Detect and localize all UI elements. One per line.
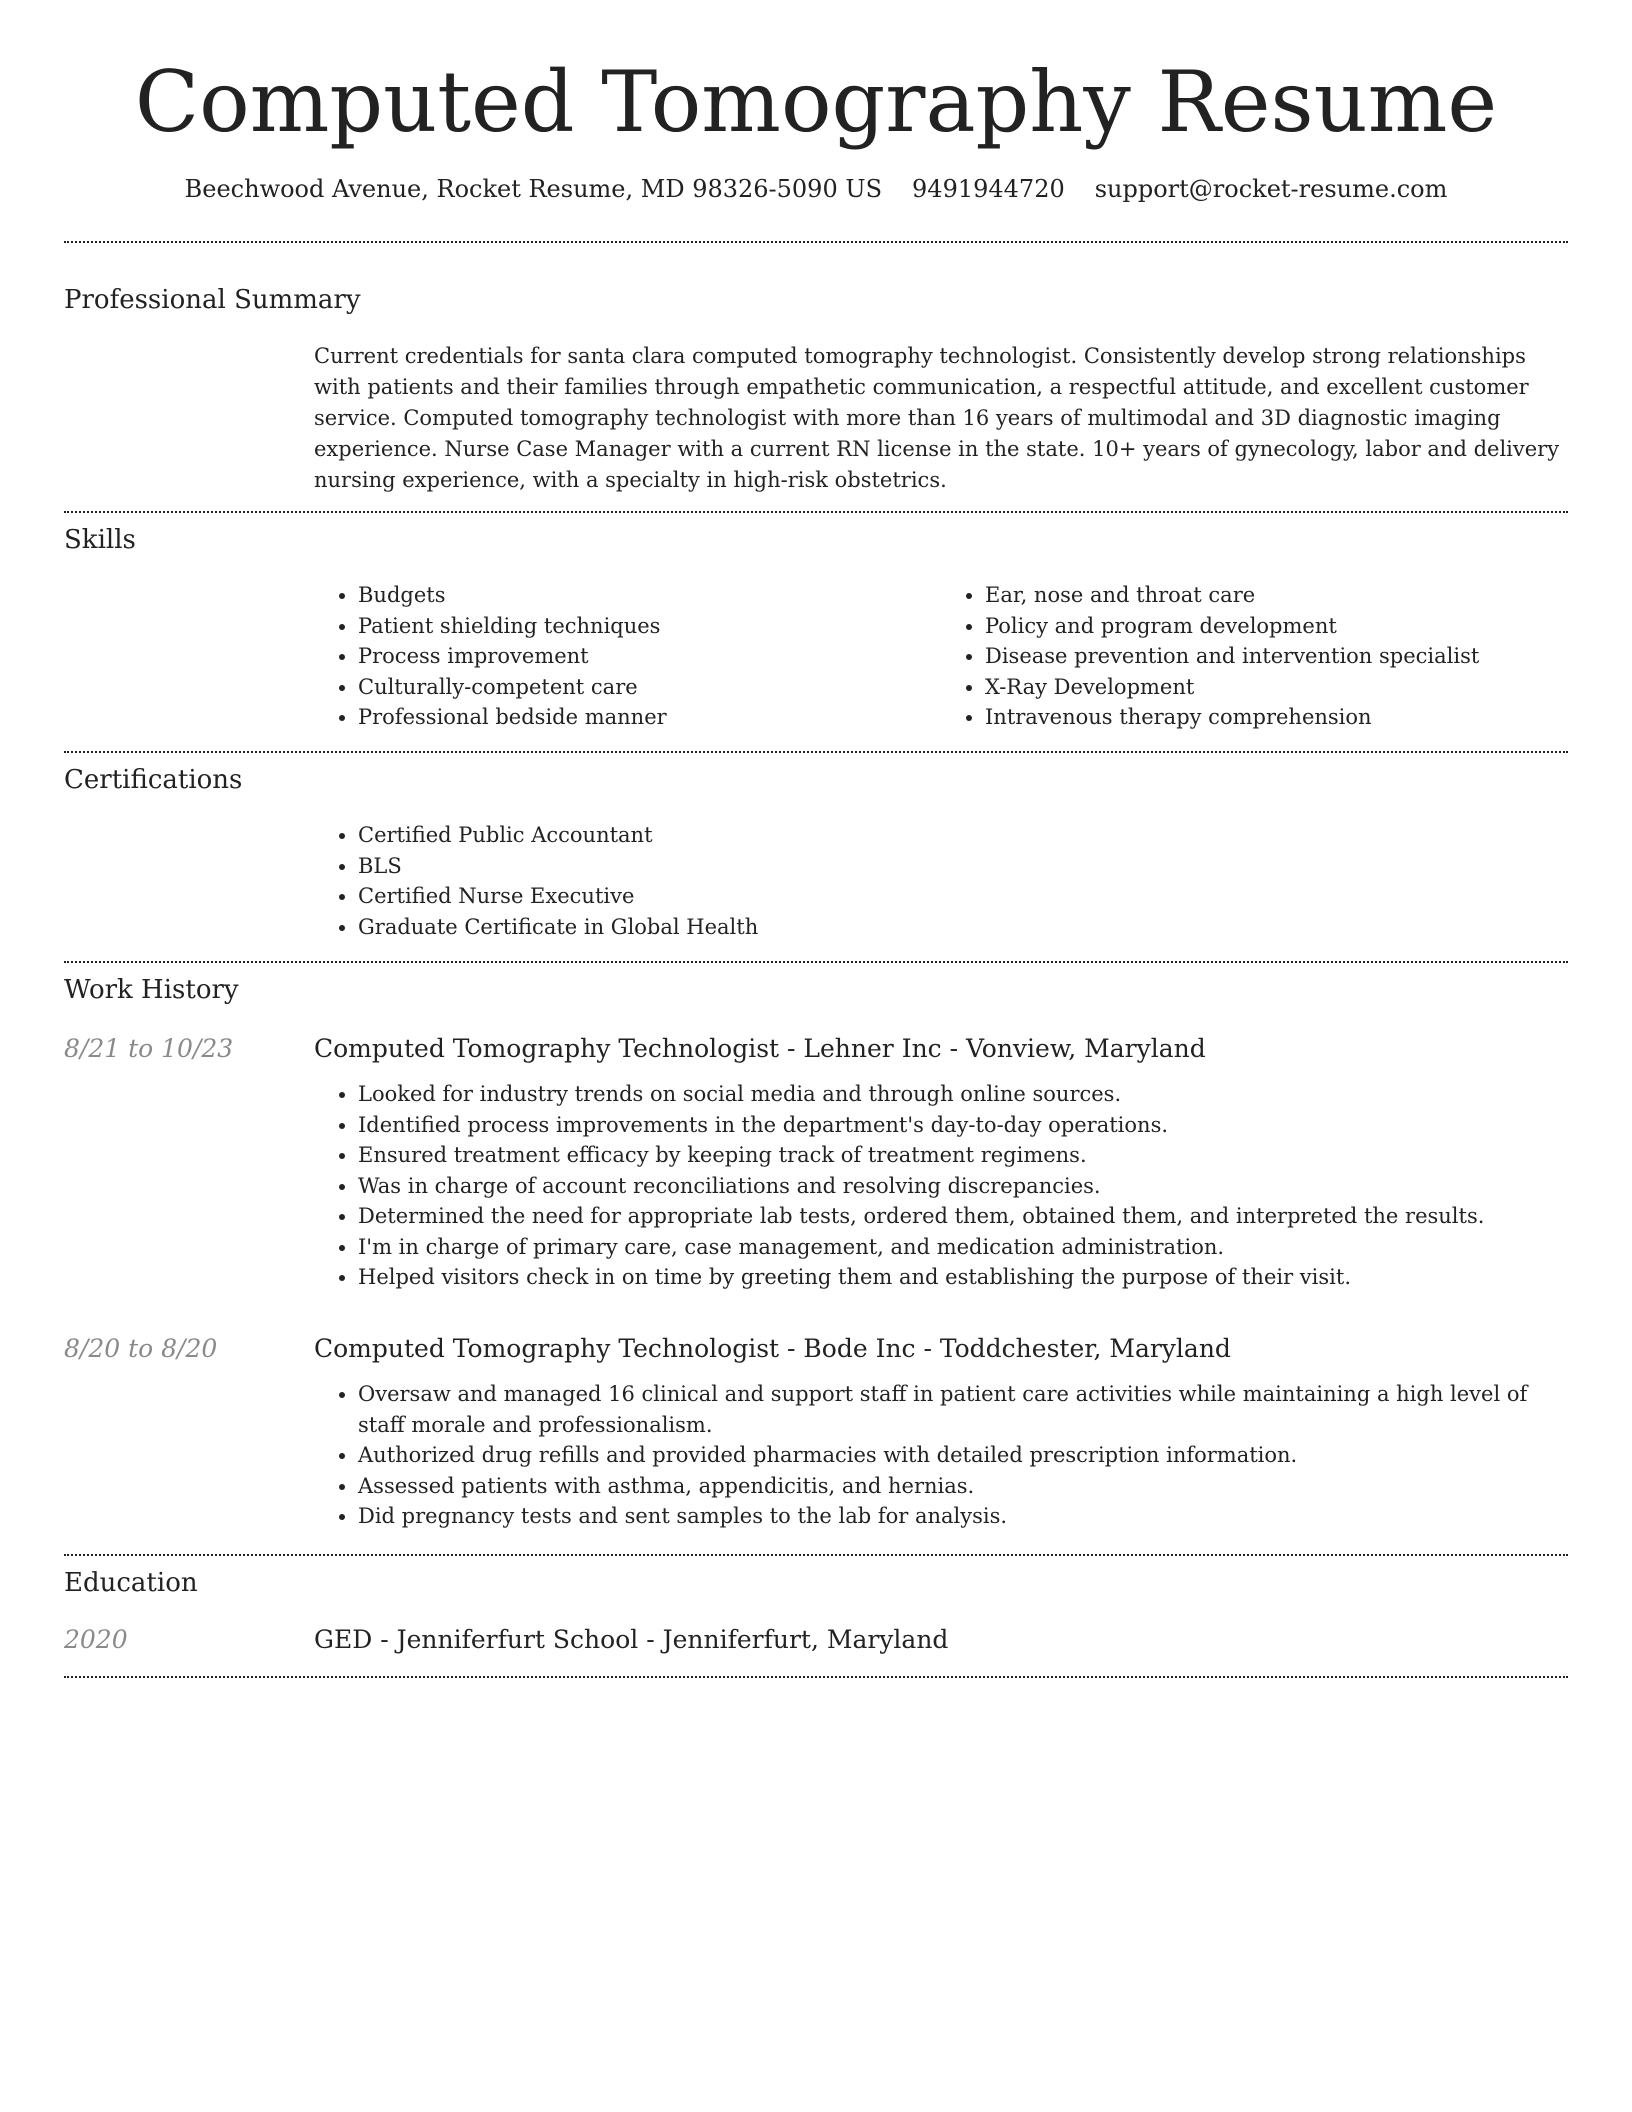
certification-item: • Certified Nurse Executive (358, 881, 1568, 912)
job-bullet: • Helped visitors check in on time by greeting them and establishing the purpose of their visit. (358, 1262, 1568, 1293)
section-heading-skills: Skills (64, 525, 136, 555)
divider (64, 751, 1568, 753)
divider (64, 511, 1568, 513)
job-bullets (314, 1079, 1568, 1293)
skill-item: • Culturally-competent care (358, 672, 941, 703)
job-bullet: • Ensured treatment efficacy by keeping track of treatment regimens. (358, 1140, 1568, 1171)
section-heading-summary: Professional Summary (64, 285, 361, 315)
job-entry (314, 1032, 1568, 1293)
certification-item: • BLS (358, 851, 1568, 882)
skill-item: • Budgets (358, 580, 941, 611)
section-heading-certifications: Certifications (64, 765, 243, 795)
skill-item: • Process improvement (358, 641, 941, 672)
education-title: GED - Jenniferfurt School - Jenniferfurt, Maryland (314, 1625, 949, 1654)
skills-column-left (314, 580, 941, 733)
contact-address: Beechwood Avenue, Rocket Resume, MD 98326-5090 US (184, 175, 883, 203)
job-bullet: • Authorized drug refills and provided pharmacies with detailed prescription information. (358, 1440, 1568, 1471)
education-year: 2020 (64, 1625, 128, 1654)
summary-body (314, 341, 1568, 496)
skills-column-right (941, 580, 1568, 733)
skill-item: • Professional bedside manner (358, 702, 941, 733)
education-entry (314, 1623, 1568, 1657)
job-bullet: • I'm in charge of primary care, case management, and medication administration. (358, 1232, 1568, 1263)
divider (64, 241, 1568, 243)
divider (64, 1676, 1568, 1678)
job-title: Computed Tomography Technologist - Lehner Inc - Vonview, Maryland (314, 1034, 1206, 1063)
skill-item: • Patient shielding techniques (358, 611, 941, 642)
section-heading-education: Education (64, 1568, 198, 1598)
job-dates: 8/20 to 8/20 (64, 1334, 218, 1363)
skill-item: • Intravenous therapy comprehension (985, 702, 1568, 733)
resume-title: Computed Tomography Resume (134, 53, 1498, 151)
job-dates: 8/21 to 10/23 (64, 1034, 234, 1063)
divider (64, 961, 1568, 963)
contact-email[interactable]: support@rocket-resume.com (1094, 175, 1448, 203)
skills-list (314, 580, 1568, 733)
section-heading-work-history: Work History (64, 975, 239, 1005)
job-bullet: • Assessed patients with asthma, appendicitis, and hernias. (358, 1471, 1568, 1502)
certifications-list (314, 820, 1568, 942)
job-bullet: • Oversaw and managed 16 clinical and support staff in patient care activities while maintaining a high level of staff morale and professionalism. (358, 1379, 1568, 1440)
summary-text: Current credentials for santa clara computed tomography technologist. Consistently develop strong relationships with patients and their families through empathetic communication, a respectful attitude, and excellent customer service. Computed tomography technologist with more than 16 years of multimodal and 3D diagnostic imaging experience. Nurse Case Manager with a current RN license in the state. 10+ years of gynecology, labor and delivery nursing experience, with a specialty in high-risk obstetrics. (314, 344, 1560, 492)
contact-phone: 9491944720 (912, 175, 1065, 203)
job-bullet: • Determined the need for appropriate lab tests, ordered them, obtained them, and interpreted the results. (358, 1201, 1568, 1232)
skill-item: • Disease prevention and intervention specialist (985, 641, 1568, 672)
skill-item: • Ear, nose and throat care (985, 580, 1568, 611)
job-bullet: • Identified process improvements in the department's day-to-day operations. (358, 1110, 1568, 1141)
job-bullet: • Looked for industry trends on social media and through online sources. (358, 1079, 1568, 1110)
skill-item: • X-Ray Development (985, 672, 1568, 703)
contact-line (64, 172, 1568, 206)
skill-item: • Policy and program development (985, 611, 1568, 642)
job-title: Computed Tomography Technologist - Bode Inc - Toddchester, Maryland (314, 1334, 1231, 1363)
job-bullet: • Was in charge of account reconciliations and resolving discrepancies. (358, 1171, 1568, 1202)
divider (64, 1554, 1568, 1556)
job-entry (314, 1332, 1568, 1532)
certification-item: • Certified Public Accountant (358, 820, 1568, 851)
certification-item: • Graduate Certificate in Global Health (358, 912, 1568, 943)
job-bullet: • Did pregnancy tests and sent samples to the lab for analysis. (358, 1501, 1568, 1532)
job-bullets (314, 1379, 1568, 1532)
